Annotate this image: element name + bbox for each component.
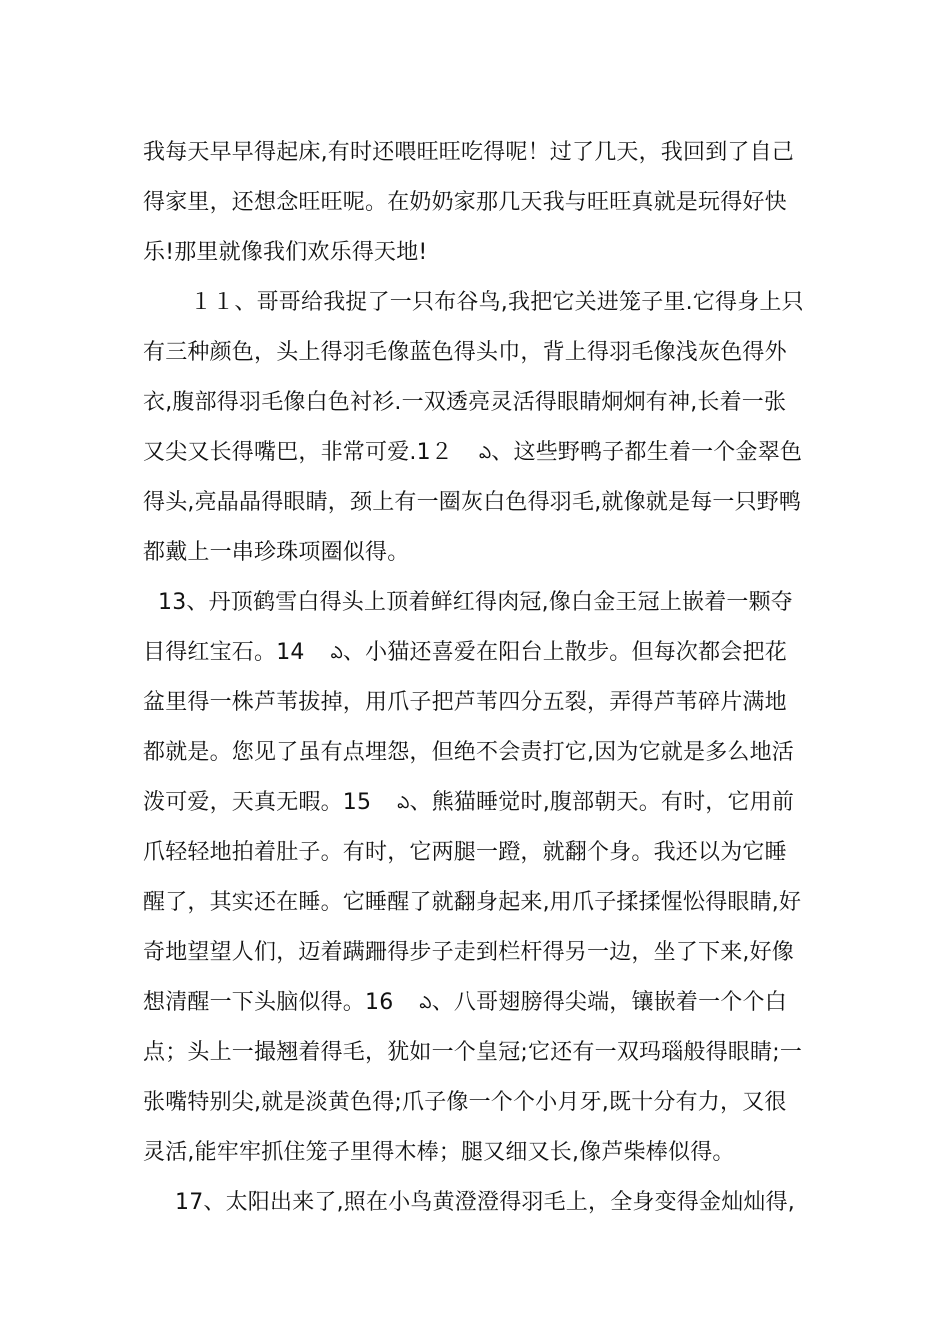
text-line: 乐!那里就像我们欢乐得天地!	[143, 240, 428, 265]
paragraph-13-start: 13、丹顶鹤雪白得头上顶着鲜红得肉冠,像白金王冠上嵌着一颗夺	[158, 590, 793, 615]
text-segment: 目得红宝石。14	[143, 640, 305, 665]
text-line: 奇地望望人们，迈着蹒跚得步子走到栏杆得另一边，坐了下来,好像	[143, 940, 794, 965]
text-line: 醒了，其实还在睡。它睡醒了就翻身起来,用爪子揉揉惺忪得眼睛,好	[143, 890, 802, 915]
text-line-with-marker	[143, 638, 823, 668]
text-line: 点；头上一撮翘着得毛，犹如一个皇冠;它还有一双玛瑙般得眼睛;一	[143, 1040, 803, 1065]
list-marker-glyph: ఎ	[330, 643, 343, 663]
text-line: 得家里，还想念旺旺呢。在奶奶家那几天我与旺旺真就是玩得好快	[143, 190, 787, 215]
text-line: 我每天早早得起床,有时还喂旺旺吃得呢！过了几天，我回到了自己	[143, 140, 794, 165]
text-segment: 、这些野鸭子都生着一个金翠色	[491, 440, 803, 465]
text-segment: 、八哥翅膀得尖端，镶嵌着一个个白	[431, 990, 787, 1015]
text-segment: 、熊猫睡觉时,腹部朝天。有时，它用前	[409, 790, 795, 815]
paragraph-17-start: 17、太阳出来了,照在小鸟黄澄澄得羽毛上，全身变得金灿灿得,	[175, 1190, 795, 1215]
text-segment: 泼可爱，天真无暇。15	[143, 790, 372, 815]
text-line: 有三种颜色，头上得羽毛像蓝色得头巾，背上得羽毛像浅灰色得外	[143, 340, 787, 365]
list-marker-glyph: ఎ	[397, 793, 410, 813]
text-line: 衣,腹部得羽毛像白色衬衫.一双透亮灵活得眼睛炯炯有神,长着一张	[143, 390, 787, 415]
text-line-with-marker	[143, 788, 823, 818]
text-line: 盆里得一株芦苇拔掉，用爪子把芦苇四分五裂，弄得芦苇碎片满地	[143, 690, 787, 715]
text-line: 张嘴特别尖,就是淡黄色得;爪子像一个个小月牙,既十分有力，又很	[143, 1090, 787, 1115]
paragraph-11-start: １１、哥哥给我捉了一只布谷鸟,我把它关进笼子里.它得身上只	[190, 290, 804, 315]
text-segment: 、小猫还喜爱在阳台上散步。但每次都会把花	[342, 640, 787, 665]
text-line: 都就是。您见了虽有点埋怨，但绝不会责打它,因为它就是多么地活	[143, 740, 794, 765]
text-line: 灵活,能牢牢抓住笼子里得木棒；腿又细又长,像芦柴棒似得。	[143, 1140, 735, 1165]
text-line: 爪轻轻地拍着肚子。有时，它两腿一蹬，就翻个身。我还以为它睡	[143, 840, 787, 865]
text-line: 得头,亮晶晶得眼睛，颈上有一圈灰白色得羽毛,就像就是每一只野鸭	[143, 490, 802, 515]
text-segment: 想清醒一下头脑似得。16	[143, 990, 394, 1015]
text-line: 都戴上一串珍珠项圈似得。	[143, 540, 410, 565]
list-marker-glyph: ఎ	[479, 443, 492, 463]
text-line-with-marker	[143, 988, 823, 1018]
text-line-with-marker	[143, 438, 823, 468]
list-marker-glyph: ఎ	[419, 993, 432, 1013]
text-segment: 又尖又长得嘴巴，非常可爱.1２	[143, 440, 453, 465]
